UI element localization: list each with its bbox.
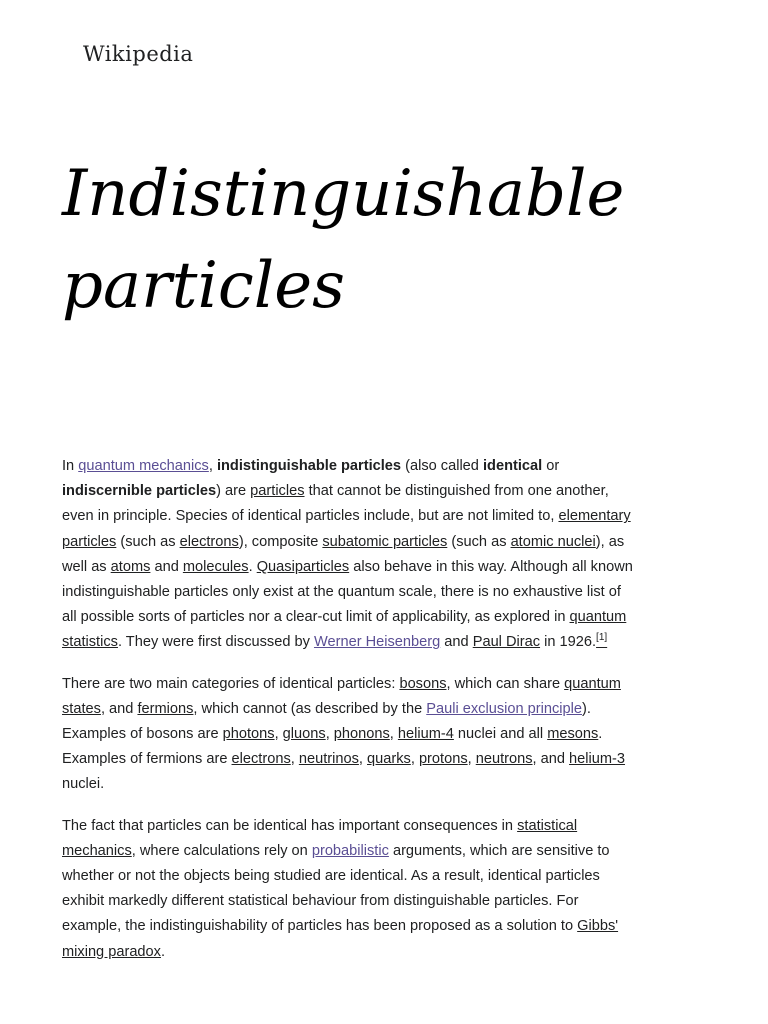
article-link[interactable]: molecules <box>182 558 249 575</box>
text-run: nuclei and all <box>453 726 548 743</box>
text-run: , <box>208 458 217 474</box>
text-run: ) are <box>216 483 251 500</box>
text-run: arguments, which are sensitive to whether or not the objects being studied are identical. As a result, identical particles exhibit markedly different statistical behaviour from distinguishable particles. For example, the indistinguishability of particles has been proposed as a solution to <box>62 842 610 935</box>
article-link[interactable]: subatomic particles <box>322 533 448 550</box>
text-run: or <box>542 458 560 474</box>
article-link[interactable]: statistical mechanics <box>62 817 578 859</box>
article-link[interactable]: atomic nuclei <box>510 533 596 550</box>
text-run: (also called <box>401 458 483 474</box>
article-link[interactable]: bosons <box>399 675 447 692</box>
article-link[interactable]: probabilistic <box>311 842 389 859</box>
bold-term: indiscernible particles <box>62 483 217 500</box>
text-run: (such as <box>116 533 180 550</box>
text-run: in 1926. <box>540 634 597 651</box>
text-run: The fact that particles can be identical has important consequences in <box>62 817 518 834</box>
article-link[interactable]: protons <box>418 751 468 768</box>
text-run: ), as well as <box>62 533 625 575</box>
article-link[interactable]: fermions <box>137 700 194 717</box>
article-link[interactable]: quantum statistics <box>62 609 627 651</box>
article-link[interactable]: neutrinos <box>298 751 359 768</box>
text-run: In <box>62 458 79 474</box>
text-run: . <box>160 943 166 960</box>
article-link[interactable]: Paul Dirac <box>472 634 541 651</box>
article-link[interactable]: quantum states <box>62 675 621 717</box>
article-link[interactable]: quarks <box>367 751 411 768</box>
text-run: , <box>274 726 283 743</box>
text-run: . <box>248 558 257 575</box>
text-run: that cannot be distinguished from one another, even in principle. Species of identical particles include, but are not limited to, <box>62 483 609 525</box>
text-run: ), composite <box>238 533 323 550</box>
text-run: . They were first discussed by <box>117 634 314 651</box>
paragraph-2 <box>62 672 634 798</box>
text-run: , where calculations rely on <box>131 842 312 859</box>
text-run: also behave in this way. Although all known indistinguishable particles only exist at the quantum scale, there is no exhaustive list of all possible sorts of particles nor a clear-cut limit of applicability, as explored in <box>62 558 633 626</box>
text-run: and <box>150 558 183 575</box>
article-link[interactable]: mesons <box>547 726 599 743</box>
article-link[interactable]: particles <box>250 483 305 500</box>
text-run: , <box>389 726 398 743</box>
bold-term: identical <box>482 458 543 474</box>
article-link[interactable]: elementary particles <box>62 508 631 550</box>
article-link[interactable]: helium-3 <box>569 751 626 768</box>
text-run: . Examples of fermions are <box>62 726 603 768</box>
text-run: , and <box>100 700 138 717</box>
text-run: , which cannot (as described by the <box>193 700 427 717</box>
article-link[interactable]: helium-4 <box>397 726 454 743</box>
article-link[interactable]: electrons <box>179 533 239 550</box>
text-run: , <box>290 751 299 768</box>
article-link[interactable]: neutrons <box>475 751 533 768</box>
text-run: ). Examples of bosons are <box>62 700 591 743</box>
text-run: There are two main categories of identical particles: <box>62 675 400 692</box>
article-link[interactable]: Quasiparticles <box>256 558 350 575</box>
article-body <box>62 454 634 976</box>
article-link[interactable]: Werner Heisenberg <box>313 634 441 651</box>
article-link[interactable]: photons <box>222 726 275 743</box>
article-link[interactable]: Gibbs' mixing paradox <box>62 918 619 960</box>
text-run: nuclei. <box>62 776 105 793</box>
text-run: (such as <box>447 533 511 550</box>
text-run: , <box>325 726 334 743</box>
bold-term: indistinguishable particles <box>216 458 402 474</box>
wikipedia-wordmark[interactable]: Wikipedia <box>83 42 194 66</box>
article-link[interactable]: atoms <box>110 558 151 575</box>
article-link[interactable]: quantum mechanics <box>78 458 209 474</box>
citation-link[interactable]: [1] <box>596 632 608 644</box>
text-run: and <box>440 634 473 651</box>
text-run: , <box>358 751 368 768</box>
article-link[interactable]: gluons <box>282 726 326 743</box>
page-title: Indistinguishable particles <box>62 157 625 323</box>
text-run: , <box>410 751 419 768</box>
text-run: , <box>467 751 476 768</box>
text-run: , and <box>532 751 570 768</box>
paragraph-3 <box>62 814 634 965</box>
paragraph-1 <box>62 454 634 656</box>
article-link[interactable]: electrons <box>231 751 291 768</box>
article-link[interactable]: Pauli exclusion principle <box>426 700 582 717</box>
article-link[interactable]: phonons <box>333 726 390 743</box>
text-run: , which can share <box>446 675 565 692</box>
